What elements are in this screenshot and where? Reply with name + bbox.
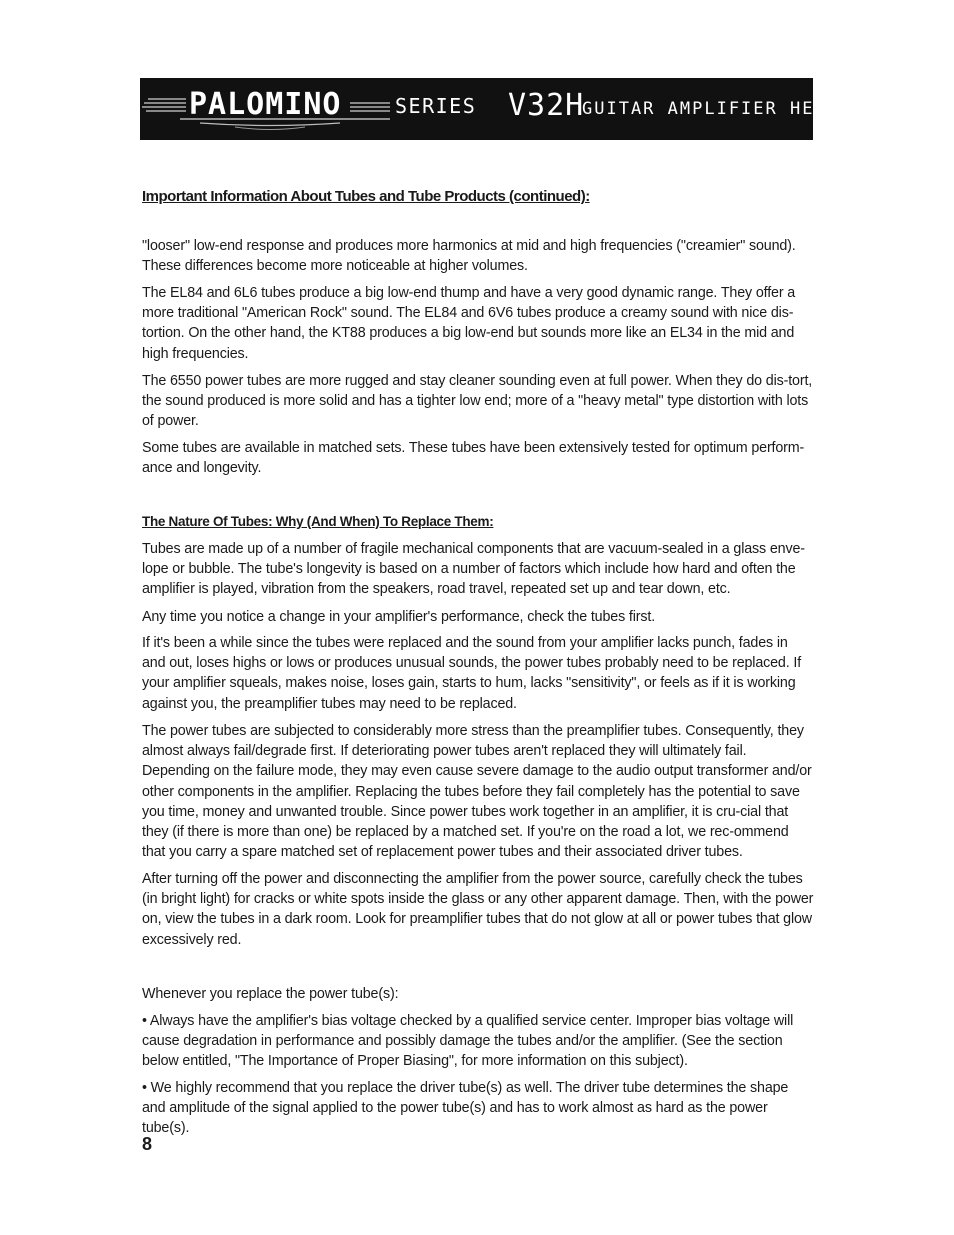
paragraph: "looser" low-end response and produces more harmonics at mid and high frequencies ("creamier" sound). These differences become more noticeable at higher volumes. (142, 238, 796, 275)
series-text: SERIES (395, 94, 477, 118)
speed-lines-middle (350, 103, 390, 111)
bullet-item: • We highly recommend that you replace the driver tube(s) as well. The driver tube determines the shape and amplitude of the signal applied to the power tube(s) and has to work almost as hard as the power tube(s). (142, 1080, 789, 1137)
page-heading: Important Information About Tubes and Tube Products (continued): (142, 188, 590, 205)
banner-graphic (140, 78, 839, 140)
paragraph: Tubes are made up of a number of fragile mechanical components that are vacuum-sealed in a glass enve-lope or bubble. The tube's longevity is based on a number of factors which include how hard and often the amplifier is played, vibration from the speakers, road travel, repeated set up and tear down, etc. (142, 541, 805, 598)
model-text: V32H (508, 88, 585, 123)
page-number: 8 (142, 1134, 153, 1154)
speed-lines-left (142, 99, 186, 111)
logo-swoosh-lower (235, 127, 305, 130)
paragraph: The 6550 power tubes are more rugged and stay cleaner sounding even at full power. When they do dis-tort, the sound produced is more solid and has a tighter low end; more of a "heavy metal" type distortion with lots of power. (142, 373, 813, 430)
product-text: GUITAR AMPLIFIER HEAD (582, 99, 839, 119)
paragraph: The EL84 and 6L6 tubes produce a big low-end thump and have a very good dynamic range. They offer a more traditional "American Rock" sound. The EL84 and 6V6 tubes produce a creamy sound with nice dis-tortion. On the other hand, the KT88 produces a big low-end but sounds more like an EL34 in the mid and high frequencies. (142, 285, 796, 362)
paragraph: The power tubes are subjected to considerably more stress than the preamplifier tubes. Consequently, they almost always fail/degrade first. If deteriorating power tubes aren't replaced they will ultimately fail. Depending on the failure mode, they may even cause severe damage to the audio output transformer and/or other components in the amplifier. Replacing the tubes before they fail completely has the potential to save you time, money and unwanted trouble. Since power tubes work together in an amplifier, it is cru-cial that they (if there is more than one) be replaced by a matched set. If you're on the road a lot, we rec-ommend that you carry a spare matched set of replacement power tubes and their associated driver tubes. (142, 723, 812, 861)
paragraph: After turning off the power and disconnecting the amplifier from the power source, carefully check the tubes (in bright light) for cracks or white spots inside the glass or any other apparent damage. Then, with the power on, view the tubes in a dark room. Look for preamplifier tubes that do not glow at all or power tubes that glow excessively red. (142, 871, 814, 948)
brand-logo-text: PALOMINO (189, 87, 342, 122)
paragraph: Some tubes are available in matched sets. These tubes have been extensively tested for optimum perform-ance and longevity. (142, 440, 805, 477)
logo-swoosh (200, 123, 340, 126)
bullet-item: • Always have the amplifier's bias voltage checked by a qualified service center. Improper bias voltage will cause degradation in performance and possibly damage the tubes and/or the amplifier. (See the section below entitled, "The Importance of Proper Biasing", for more information on this subject). (142, 1013, 794, 1070)
paragraph: If it's been a while since the tubes were replaced and the sound from your amplifier lacks punch, fades in and out, loses highs or lows or produces unusual sounds, the power tubes probably need to be replaced. If your amplifier squeals, makes noise, loses gain, starts to hum, lacks "sensitivity", or feels as if it is working against you, the preamplifier tubes may need to be replaced. (142, 635, 802, 712)
header-banner (140, 78, 839, 140)
paragraph: Whenever you replace the power tube(s): (142, 986, 399, 1002)
section-heading: The Nature Of Tubes: Why (And When) To Replace Them: (142, 514, 494, 529)
paragraph: Any time you notice a change in your amplifier's performance, check the tubes first. (142, 609, 656, 625)
